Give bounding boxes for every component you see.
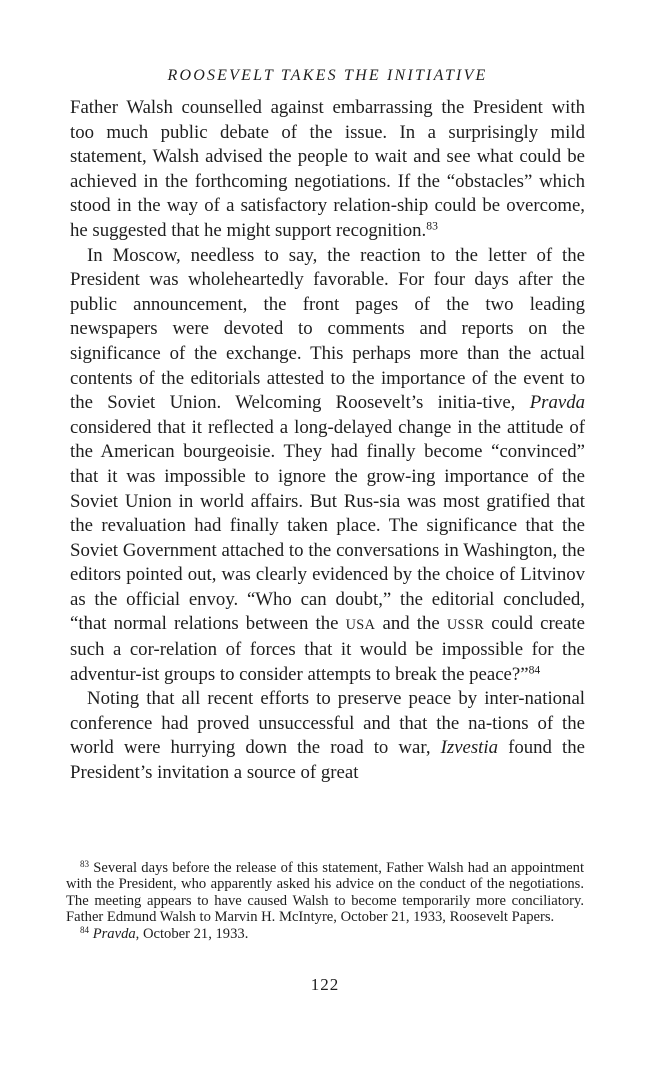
- body-text: [70, 96, 585, 786]
- newspaper-title-izvestia: Izvestia: [440, 737, 499, 759]
- paragraph-3-text-a: Noting that all recent efforts to preserve peace by inter-national conference had proved unsuccessful and that the na-tions of the world were hurrying down the road to war,: [70, 688, 585, 759]
- paragraph-2-text-c: and the: [375, 613, 447, 635]
- paragraph-3-text-b: found the President’s invitation a source of great: [70, 737, 585, 784]
- footnote-84-text: , October 21, 1933.: [135, 925, 249, 942]
- abbr-ussr: USSR: [446, 617, 485, 634]
- paragraph-2: [70, 244, 585, 688]
- newspaper-title-pravda: Pravda: [529, 392, 585, 414]
- footnote-ref-83: 83: [426, 219, 438, 233]
- footnote-84: [66, 926, 584, 942]
- paragraph-2-text-b: considered that it reflected a long-delayed change in the attitude of the American bourgeoisie. They had finally become “convinced” that it was impossible to ignore the grow-ing importance of the Soviet Union in world affairs. But Rus-sia was most gratified that the revaluation had finally taken place. The significance that the Soviet Government attached to the conversations in Washington, the editors pointed out, was clearly evidenced by the choice of Litvinov as the official envoy. “Who can doubt,” the editorial concluded, “that normal relations between the: [70, 416, 585, 635]
- paragraph-1: [70, 96, 585, 244]
- running-head: ROOSEVELT TAKES THE INITIATIVE: [167, 67, 488, 84]
- paragraph-3: [70, 687, 585, 785]
- paragraph-2-text-a: In Moscow, needless to say, the reaction to the letter of the President was wholeheartedly favorable. For four days after the public announcement, the front pages of the two leading newspapers were devoted to comments and reports on the significance of the exchange. This perhaps more than the actual contents of the editorials attested to the importance of the event to the Soviet Union. Welcoming Roosevelt’s initia-tive,: [70, 244, 585, 414]
- footnote-marker-84: 84: [80, 924, 90, 935]
- footnote-83-text: Several days before the release of this statement, Father Walsh had an appointment with the President, who apparently asked his advice on the conduct of the negotiations. The meeting appears to have caused Walsh to become temporarily more conciliatory. Father Edmund Walsh to Marvin H. McIntyre, October 21, 1933, Roosevelt Papers.: [66, 860, 585, 926]
- footnote-84-source: Pravda: [92, 925, 136, 942]
- footnotes: [66, 860, 584, 942]
- footnote-83: [66, 860, 584, 926]
- paragraph-2-text-d: could create such a cor-relation of forces that it would be impossible for the adventur-ist groups to consider attempts to break the peace?”: [70, 613, 585, 685]
- paragraph-1-text: Father Walsh counselled against embarrassing the President with too much public debate of the issue. In a surprisingly mild statement, Walsh advised the people to wait and see what could be achieved in the forthcoming negotiations. If the “obstacles” which stood in the way of a satisfactory relation-ship could be overcome, he suggested that he might support recognition.: [70, 97, 585, 241]
- footnote-marker-83: 83: [80, 859, 90, 870]
- abbr-usa: USA: [345, 617, 376, 634]
- footnote-ref-84: 84: [528, 663, 541, 677]
- page-number: 122: [310, 975, 340, 994]
